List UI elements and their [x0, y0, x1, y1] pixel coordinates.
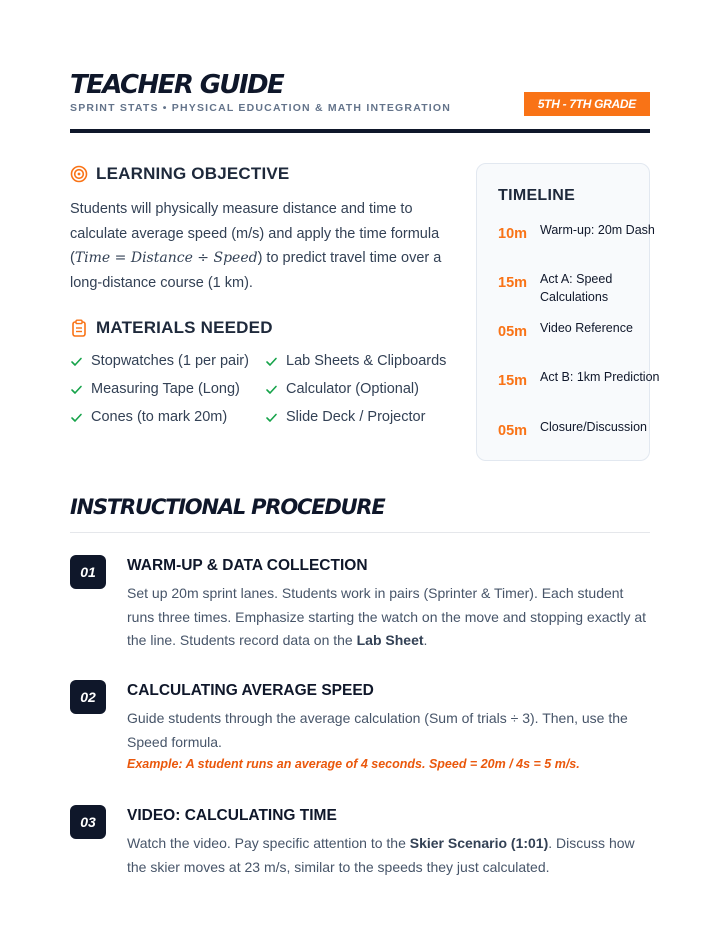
step-title: CALCULATING AVERAGE SPEED — [127, 682, 374, 699]
step-text — [127, 582, 652, 653]
timeline-minutes: 15m — [498, 275, 528, 291]
step-body — [127, 555, 652, 653]
material-label: Slide Deck / Projector — [286, 409, 426, 425]
header-divider — [70, 129, 650, 133]
timeline-row — [498, 419, 665, 441]
step-number-badge: 01 — [70, 555, 106, 589]
check-icon — [70, 407, 83, 431]
material-item — [70, 351, 265, 375]
check-icon — [70, 351, 83, 375]
header — [70, 70, 650, 114]
step-number-badge: 03 — [70, 805, 106, 839]
material-item — [70, 379, 265, 403]
timeline-activity: Video Reference — [540, 321, 633, 335]
materials-heading — [70, 318, 273, 338]
material-label: Cones (to mark 20m) — [91, 409, 228, 425]
material-item — [265, 379, 460, 403]
check-icon — [265, 351, 278, 375]
step-body — [127, 680, 652, 771]
grade-badge: 5TH - 7TH GRADE — [524, 92, 650, 116]
objective-text-part1: Students will physically measure distance and time to calculate average speed (m/s) and apply the time formula ( — [70, 201, 440, 266]
step-text-bold: Lab Sheet — [356, 632, 424, 648]
timeline-minutes: 10m — [498, 226, 528, 242]
check-icon — [70, 379, 83, 403]
target-icon — [70, 165, 88, 183]
page-subtitle: SPRINT STATS • PHYSICAL EDUCATION & MATH INTEGRATION — [70, 102, 452, 114]
material-label: Measuring Tape (Long) — [91, 381, 240, 397]
step-example: Example: A student runs an average of 4 seconds. Speed = 20m / 4s = 5 m/s. — [127, 757, 580, 771]
step-number-badge: 02 — [70, 680, 106, 714]
step-text-part: Watch the video. Pay specific attention to the — [127, 835, 410, 851]
materials-list — [70, 351, 460, 431]
check-icon — [265, 379, 278, 403]
time-formula: Time = Distance ÷ Speed — [74, 250, 258, 266]
timeline-activity: Closure/Discussion — [540, 420, 647, 434]
check-icon — [265, 407, 278, 431]
step-text — [127, 832, 652, 879]
objective-heading-label: LEARNING OBJECTIVE — [96, 164, 290, 183]
step-text-part: Set up 20m sprint lanes. Students work in pairs (Sprinter & Timer). Each student runs three times. Emphasize starting the watch on the move and stopping exactly at the line. Students record data on the — [127, 585, 647, 648]
step-title: VIDEO: CALCULATING TIME — [127, 807, 337, 824]
material-item — [265, 407, 460, 431]
timeline-row — [498, 369, 660, 391]
material-item — [265, 351, 460, 375]
step-title: WARM-UP & DATA COLLECTION — [127, 557, 368, 574]
step-text-bold: Skier Scenario (1:01) — [409, 835, 549, 851]
timeline-title: TIMELINE — [498, 187, 576, 204]
objective-heading — [70, 164, 289, 184]
procedure-heading: INSTRUCTIONAL PROCEDURE — [70, 495, 385, 519]
timeline-activity: Act B: 1km Prediction — [540, 370, 660, 384]
clipboard-icon — [70, 319, 88, 337]
timeline-minutes: 05m — [498, 324, 528, 340]
objective-text-part2: ) to predict travel time over a long-distance course (1 km). — [70, 250, 442, 291]
procedure-divider — [70, 532, 650, 533]
timeline-card — [476, 163, 660, 461]
materials-heading-label: MATERIALS NEEDED — [96, 318, 273, 337]
material-item — [70, 407, 265, 431]
objective-text — [70, 197, 455, 295]
timeline-row — [498, 320, 660, 342]
timeline-minutes: 05m — [498, 423, 528, 439]
timeline-row — [498, 271, 660, 306]
material-label: Lab Sheets & Clipboards — [286, 353, 447, 369]
page-title: TEACHER GUIDE — [70, 70, 284, 100]
timeline-activity: Warm-up: 20m Dash — [540, 223, 655, 237]
timeline-activity: Act A: Speed Calculations — [540, 272, 613, 304]
step-body — [127, 805, 652, 879]
step-text-end: . Discuss how the skier moves at 23 m/s, similar to the speeds they just calculated. — [127, 835, 635, 875]
timeline-minutes: 15m — [498, 373, 528, 389]
step-text: Guide students through the average calculation (Sum of trials ÷ 3). Then, use the Speed formula. — [127, 710, 628, 750]
material-label: Stopwatches (1 per pair) — [91, 353, 249, 369]
step-text-end: . — [423, 632, 428, 648]
material-label: Calculator (Optional) — [286, 381, 419, 397]
timeline-row — [498, 222, 660, 244]
